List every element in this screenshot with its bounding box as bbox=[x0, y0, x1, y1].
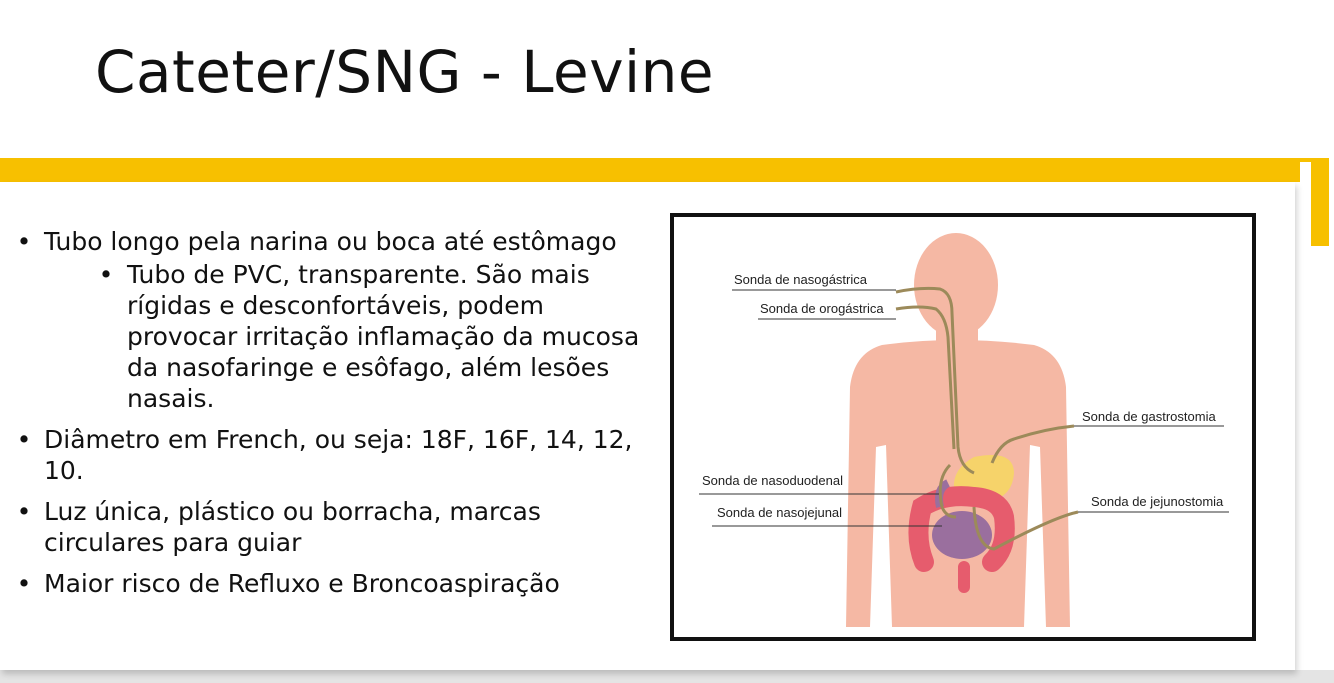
bullet-item bbox=[14, 226, 654, 414]
accent-bar-joint bbox=[1300, 158, 1311, 162]
bullet-text: Tubo longo pela narina ou boca até estômago bbox=[44, 227, 617, 256]
small-intestine bbox=[932, 511, 992, 559]
feeding-tube-diagram bbox=[670, 213, 1256, 641]
label-jejunostomia: Sonda de jejunostomia bbox=[1091, 494, 1224, 509]
label-nasojejunal: Sonda de nasojejunal bbox=[717, 505, 843, 520]
bullet-text: Maior risco de Refluxo e Broncoaspiração bbox=[44, 569, 560, 598]
label-nasoduodenal: Sonda de nasoduodenal bbox=[702, 473, 843, 488]
bullet-marker: • bbox=[16, 497, 32, 526]
slide-title: Cateter/SNG - Levine bbox=[95, 38, 715, 106]
bullet-marker: • bbox=[16, 227, 32, 256]
bullet-text: Diâmetro em French, ou seja: 18F, 16F, 14, 12, 10. bbox=[44, 425, 633, 485]
bullet-item bbox=[14, 568, 654, 599]
bullet-marker: • bbox=[16, 569, 32, 598]
accent-bar-top bbox=[0, 158, 1300, 182]
accent-bar-right bbox=[1311, 158, 1329, 246]
bullet-marker: • bbox=[16, 425, 32, 454]
label-gastrostomia: Sonda de gastrostomia bbox=[1082, 409, 1216, 424]
bullet-text: Luz única, plástico ou borracha, marcas circulares para guiar bbox=[44, 497, 541, 557]
label-orogastrica: Sonda de orogástrica bbox=[760, 301, 884, 316]
diagram-svg bbox=[674, 217, 1252, 637]
bullet-list bbox=[14, 226, 654, 609]
sub-bullet-marker: • bbox=[98, 260, 114, 289]
bullet-item bbox=[14, 424, 654, 486]
sub-bullet-item bbox=[74, 259, 654, 414]
bullet-item bbox=[14, 496, 654, 558]
bottom-band bbox=[0, 670, 1334, 683]
sub-bullet-text: Tubo de PVC, transparente. São mais rígidas e desconfortáveis, podem provocar irritação inflamação da mucosa da nasofaringe e esôfago, além lesões nasais. bbox=[127, 260, 640, 413]
label-nasogastrica: Sonda de nasogástrica bbox=[734, 272, 867, 287]
